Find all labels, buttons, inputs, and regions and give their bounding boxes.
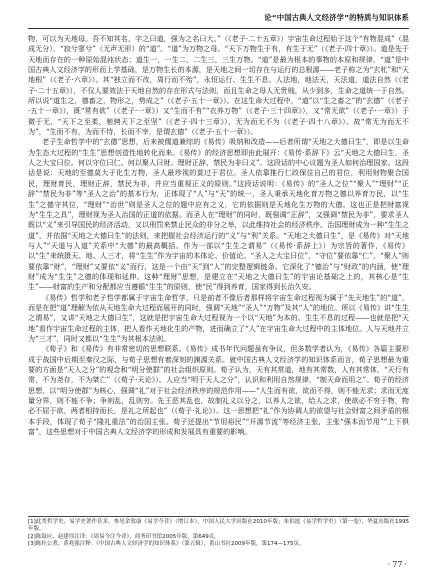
running-header-title: 论“中国古典人文经济学”的特质与知识体系 [264, 13, 409, 22]
page-number-value: 77 [392, 560, 403, 569]
body-paragraph: 物，可以为天地母。吾不知其名，字之曰道，强为之名曰大。”（《老子·二十五章》）宇宙生命过程始于这个“有物混成”（混成无分），“寂兮寥兮”（无声无形）的“道”。“道”为万物之母。“天下万物生于有，有生于无”（《老子·四十章》）。道是先于天地而存在的一种原始混沌状态；道生一，一生二，二生三，三生万物。“道”是最为根本的事物的本原和规律，“道”是中国古典人文经济学的形而上学基础，是万物生长的本源，是天地之间一切存在与运行的总根源——老子称之为“玄牝”和“天地根”（《老子·六章》）。其“独立而不改，周行而不殆”，永恒运行、生生不息。人法地，地法天，天法道，道法自然（《老子·二十五章》），不仅人要效法于天地自然的存在形式与法则，而且生命之母人无贵贱，从少到多，生命之道统一于自然。所以说“道生之，德畜之，物形之，势成之”（《老子·五十一章》）。在这生命大过程中，“道”以“生之畜之”的“玄德”（《老子·五十一章》），既“常有欲”（《老子·一章》）又“生而不有”“衣养万物”（《老子·三十四章》），又“常无欲”（《老子·一章》）于微于无，“天下之至柔，驰骋天下之至坚”（《老子·四十三章》），无为而无不为（《老子·四十八章》）。故“常无为而无不为”，“生而不有，为而不恃，长而不宰，是谓玄德”（《老子·五十一章》）。 [28, 34, 409, 137]
footnotes [28, 516, 409, 549]
page-number [386, 560, 409, 569]
footnote: [3]陈柱公著、黄兆强注释：《中国古典人文经济学的知识体系》（第五辑），黄山书社2009年版，第174—175页。 [28, 541, 305, 548]
footnote: [1]此类哲学史、易学史著作甚多，参见余敦康《易学今昔》（增订本），中国人民大学出版社2010年版；朱伯崑《易学哲学史》（第一卷），华夏出版社1995年版。 [28, 519, 409, 533]
page-number-dot-right: · [404, 560, 407, 569]
body-paragraph: 老子生命哲学中的“玄德”思想，后来被儒道兼综的《易传》吸纳和改造——后者所谓“天地之大德曰生”，即是以生命为生态大过程的“生生”思想创造性地转化而来。《易传》的经济思想即由此展开：《易传·系辞下》云“天地之大德曰生，圣人之大宝曰位。何以守位曰仁。何以聚人曰财。理财正辞、禁民为非曰义”。这段话的中心议题为圣人如何治理国家。这段话是说：天地的至德莫大于化生万物，圣人最珍视的莫过于君位。圣人依靠推行仁政保住自己的君位，利用财物聚合国民，理财育民，理财正辞，禁民为非，并应当重视正义的原则。”这段话说明：《易传》的“圣人之位”“聚人”“理财”“正辞”“禁民为非”等“圣人之治”的基本行为，正体现了“人”与“天”的统一，圣人秉承天地化育万物之德以养育万民，以“生生”之德守其位，“理财”“治世”则是圣人之位的题中应有之义，它的依据则是天地化生万物的大德。这也正是把财富视为“生生之具”，理财视为圣人治国的正道的依据。而圣人在“理财”的同时，既强调“正辞”，又强调“禁民为非”，要求圣人既以“义”来引导国民的经济活动，又以刑罚来禁止民众的非分之举，以此维持社会的经济秩序。治国理财成为一种“生生之道”，并依据“天地之大德曰生”的法则，来把握社会经济运行的“义”与“利”关系。“天地之大德曰生”，是《易传》对“天地与人”“天道与人道”关系中“大德”的最高概括。作为一部以“生生之谓易”（《易传·系辞上》）为宗旨的著作，《易传》以“生”来统摄天、地、人三才，将“生生”作为宇宙的本体论、价值论。“圣人之大宝曰位”，“守位”要依靠“仁”，“聚人”则要依靠“财”，“理财”又要依“义”而行，这是一个由“天”到“人”的完整逻辑链条。它深化了“德治”与“财政”的内涵，使“理财”成为“生生”之德的体现和延伸。这种“理财”思想，是建立在“天地之大德曰生”的宇宙论基础之上的，其核心是“生生”——财富的生产和分配都应当遵循“生生”的原则，使“民”得到养育，国家得到长治久安。 [28, 137, 409, 292]
page-number-dot-left: · [387, 560, 391, 569]
body-text [28, 34, 409, 437]
footnote: [2]陈鼓应、赵建伟注译：《周易今注今译》，商务印书馆2005年版，第649页。 [28, 533, 220, 540]
body-paragraph: 《易传》哲学和老子哲学都属于宇宙生命哲学，只是前者不像后者那样将宇宙生命过程视为属于“先天地生”的“道”，而是在把“道”理解为依从天地生命大过程而展开的同时，强调“天地”“圣人”“万物”及其“人”的地位。所以《易传》讲“生生之谓易”，又讲“天地之大德曰生”，这就是把宇宙生命大过程视为一个以“天地”为本的、生生不息的过程——也就是把“天地”看作宇宙生命过程的主体，把人看作天地化生的产物，进而确立了“人”在宇宙生命大过程中的主体地位。人与天地并立为“三才”，同时又都以“生生”为其根本法则。 [28, 292, 409, 343]
body-paragraph: 《荀子》和《易传》有非常密切的思想联系。《易传》成书年代问题虽有争议，但多数学者认为，《易传》各篇主要形成于战国中后期至秦汉之际，与荀子思想有着深刻的渊源关系。就中国古典人文经济学的知识体系而言，荀子思想最为重要的方面是“天人之分”的观念和“明分使群”的社会组织原则。荀子认为，天有其常道，地有其常数，人有其常体，“天行有常，不为尧存，不为桀亡”（《荀子·天论》）。人应当“明于天人之分”，认识和利用自然规律，“制天命而用之”。荀子的经济思想，以“明分使群”为核心，强调“礼”对于社会经济秩序的规范作用——“人生而有欲，欲而不得，则不能无求；求而无度量分界，则不能不争；争则乱，乱则穷。先王恶其乱也，故制礼义以分之，以养人之欲，给人之求，使欲必不穷于物，物必不屈于欲，两者相持而长，是礼之所起也”（《荀子·礼论》）。这一思想把“礼”作为协调人的欲望与社会财富之间矛盾的根本手段，体现了荀子“隆礼重法”的治国主张。荀子还提出“节用裕民”“开源节流”等经济主张，主张“强本而节用”“上下俱富”，这些思想对于中国古典人文经济学的形成和发展具有重要的影响。 [28, 344, 409, 437]
running-header [28, 10, 409, 29]
